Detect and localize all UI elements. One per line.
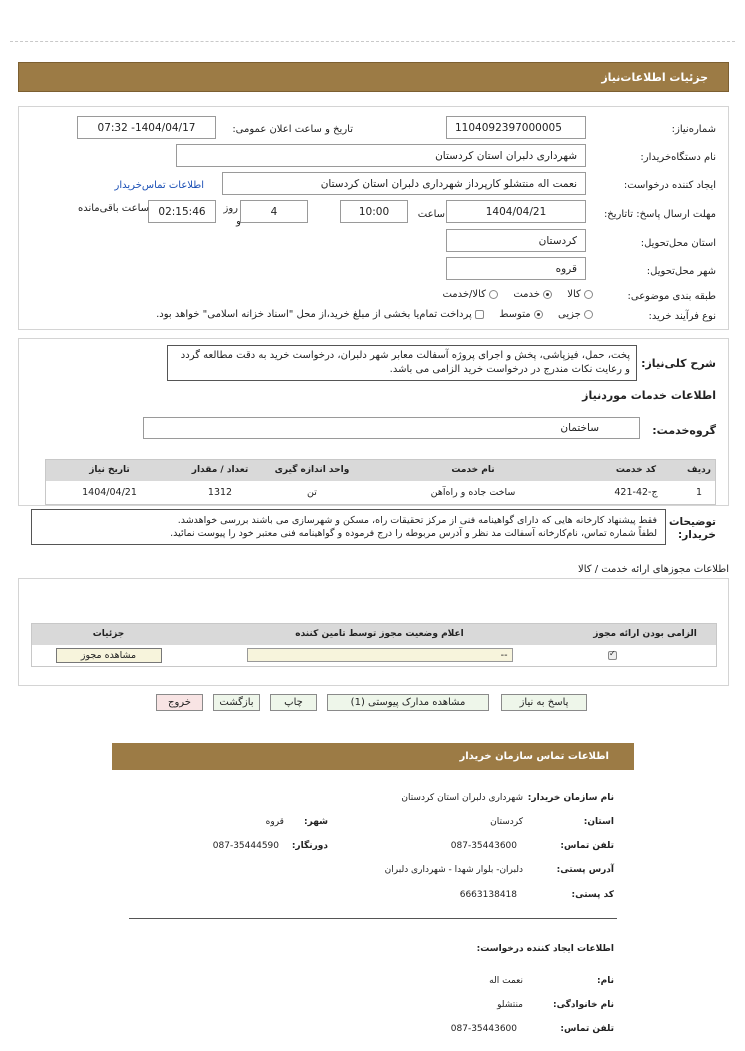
back-button[interactable]: بازگشت (213, 694, 260, 711)
city-field: قروه (446, 257, 586, 280)
remaining-time-field: 02:15:46 (148, 200, 216, 223)
cell-unit: تن (307, 486, 317, 498)
contact-province-label: استان: (583, 817, 614, 827)
summary-label: شرح کلی‌نیاز: (641, 357, 716, 370)
deadline-date-field: 1404/04/21 (446, 200, 586, 223)
table-row (46, 481, 716, 505)
day-label: روز (223, 203, 238, 214)
treasury-checkbox[interactable] (475, 310, 484, 319)
contact-fax-value: 087-35444590 (212, 841, 279, 851)
contact-divider (129, 918, 617, 919)
creator-family-value: منتشلو (497, 1000, 523, 1010)
service-group-label: گروه‌خدمت: (652, 424, 716, 437)
contact-address-value: دلبران- بلوار شهدا - شهرداری دلبران (384, 865, 523, 875)
cell-qty: 1312 (207, 486, 233, 498)
contact-org-label: نام سازمان خریدار: (527, 793, 614, 803)
buyer-notes-box (31, 509, 666, 545)
services-title: اطلاعات خدمات موردنیاز (582, 389, 716, 402)
check-mark-icon: ✓ (609, 648, 616, 658)
summary-textbox (167, 345, 637, 381)
contact-header (112, 743, 634, 770)
treasury-note: پرداخت تمام‌یا بخشی از مبلغ خرید،از محل "اسناد خزانه اسلامی" خواهد بود. (156, 309, 472, 320)
col-unit: واحد اندازه گیری (267, 460, 357, 481)
creator-info-title: اطلاعات ایجاد کننده درخواست: (476, 944, 614, 954)
process-radio-medium[interactable] (534, 310, 543, 319)
buyer-org-label: نام دستگاه‌خریدار: (640, 152, 716, 163)
category-option-goods: کالا (567, 289, 581, 300)
province-label: استان محل‌تحویل: (640, 238, 716, 249)
buyer-notes-label (669, 516, 716, 542)
buyer-notes-line-1: فقط پیشنهاد کارخانه هایی که دارای گواهینامه فنی از مرکز تحقیقات راه، مسکن و شهرسازی می باشند بررسی خواهدشد. (177, 515, 657, 526)
process-option-medium: متوسط (499, 309, 531, 320)
creator-name-label: نام: (597, 976, 614, 986)
col-code: کد خدمت (589, 460, 683, 481)
cell-code: ج-42-421 (614, 486, 658, 498)
category-label: طبقه بندی موضوعی: (627, 291, 716, 302)
creator-family-label: نام خانوادگی: (552, 1000, 614, 1010)
days-field: 4 (240, 200, 308, 223)
cell-row: 1 (695, 486, 703, 498)
col-permit-status: اعلام وضعیت مجوز توسط تامین کننده (185, 624, 574, 645)
cell-permit-required (574, 645, 717, 667)
summary-line-2: و رعایت نکات مندرج در درخواست خرید الزامی می باشد. (389, 364, 630, 375)
deadline-label: مهلت ارسال پاسخ: تاتاریخ: (603, 209, 716, 220)
summary-line-1: پخت، حمل، فیزپاشی، پخش و اجرای پروژه آسفالت معابر شهر دلبران، درخواست خرید به دقت مطالعه گردد (180, 350, 630, 361)
remaining-label: ساعت باقی‌مانده (77, 203, 149, 214)
contact-phone-label: تلفن تماس: (560, 841, 614, 851)
view-permit-button[interactable]: مشاهده مجوز (56, 648, 162, 663)
category-radio-service[interactable] (543, 290, 552, 299)
permits-table (31, 623, 717, 667)
print-button[interactable]: چاپ (270, 694, 317, 711)
category-radio-goods[interactable] (584, 290, 593, 299)
buyer-org-field: شهرداری دلبران استان کردستان (176, 144, 586, 167)
creator-phone-value: 087-35443600 (450, 1024, 517, 1034)
city-label: شهر محل‌تحویل: (646, 266, 716, 277)
contact-phone-value: 087-35443600 (450, 841, 517, 851)
deadline-hour-label: ساعت (417, 209, 445, 220)
creator-label: ایجاد کننده درخواست: (623, 180, 716, 191)
need-number-field: 1104092397000005 (446, 116, 586, 139)
col-qty: تعداد / مقدار (173, 460, 267, 481)
announce-label: تاریخ و ساعت اعلان عمومی: (232, 124, 353, 135)
contact-title: اطلاعات تماس سازمان خریدار (459, 751, 609, 762)
contact-fax-label: دورنگار: (291, 841, 328, 851)
page-title: جزئیات اطلاعات‌نیاز (601, 71, 708, 84)
contact-org-value: شهرداری دلبران استان کردستان (401, 793, 523, 803)
contact-city-value: قروه (265, 817, 284, 827)
permit-status-field: -- (247, 648, 513, 662)
table-row (32, 645, 717, 667)
contact-address-label: آدرس پستی: (556, 865, 614, 875)
contact-postal-value: 6663138418 (459, 890, 517, 900)
deadline-time-field: 10:00 (340, 200, 408, 223)
exit-button[interactable]: خروج (156, 694, 203, 711)
top-divider (10, 41, 735, 42)
process-options (156, 309, 593, 320)
attachments-button[interactable]: مشاهده مدارک پیوستی (1) (327, 694, 489, 711)
creator-name-value: نعمت اله (489, 976, 523, 986)
col-date: تاریخ نیاز (46, 460, 174, 481)
contact-postal-label: کد پستی: (571, 890, 614, 900)
buyer-notes-label-line2: خریدار: (678, 529, 716, 541)
reply-button[interactable]: پاسخ به نیاز (501, 694, 587, 711)
permits-title: اطلاعات مجوزهای ارائه خدمت / کالا (578, 564, 729, 575)
buyer-notes-line-2: لطفاً شماره تماس، نام‌کارخانه آسفالت مد نظر و آدرس مربوطه را درج فرموده و گواهینامه فنی معتبر خود را پیوست نمائید. (170, 528, 657, 539)
process-label: نوع فرآیند خرید: (648, 311, 716, 322)
permits-table-header (32, 624, 717, 645)
cell-name: ساخت جاده و راه‌آهن (430, 486, 516, 498)
service-group-field: ساختمان (143, 417, 640, 439)
col-row: ردیف (683, 460, 716, 481)
process-option-minor: جزیی (557, 309, 581, 320)
buyer-notes-label-line1: توضیحات (668, 516, 716, 528)
cell-permit-details (32, 645, 186, 667)
category-options (442, 289, 593, 300)
contact-province-value: کردستان (490, 817, 523, 827)
creator-field: نعمت اله منتشلو کارپرداز شهرداری دلبران استان کردستان (222, 172, 586, 195)
province-field: کردستان (446, 229, 586, 252)
cell-date: 1404/04/21 (82, 486, 137, 498)
creator-phone-label: تلفن تماس: (560, 1024, 614, 1034)
category-option-goods-service: کالا/خدمت (442, 289, 486, 300)
buyer-contact-link[interactable]: اطلاعات تماس‌خریدار (114, 180, 204, 191)
need-number-label: شماره‌نیاز: (671, 124, 716, 135)
services-table-header (46, 460, 716, 481)
and-label: و (236, 216, 241, 227)
contact-city-label: شهر: (304, 817, 328, 827)
col-name: نام خدمت (357, 460, 589, 481)
process-radio-minor[interactable] (584, 310, 593, 319)
category-option-service: خدمت (513, 289, 540, 300)
col-permit-required: الزامی بودن ارائه مجوز (574, 624, 717, 645)
category-radio-goods-service[interactable] (489, 290, 498, 299)
announce-field: 1404/04/17- 07:32 (77, 116, 216, 139)
permit-required-checkbox (608, 648, 617, 660)
page-header (18, 62, 729, 92)
services-table (45, 459, 716, 505)
col-permit-details: جزئیات (32, 624, 186, 645)
cell-permit-status (185, 645, 574, 667)
